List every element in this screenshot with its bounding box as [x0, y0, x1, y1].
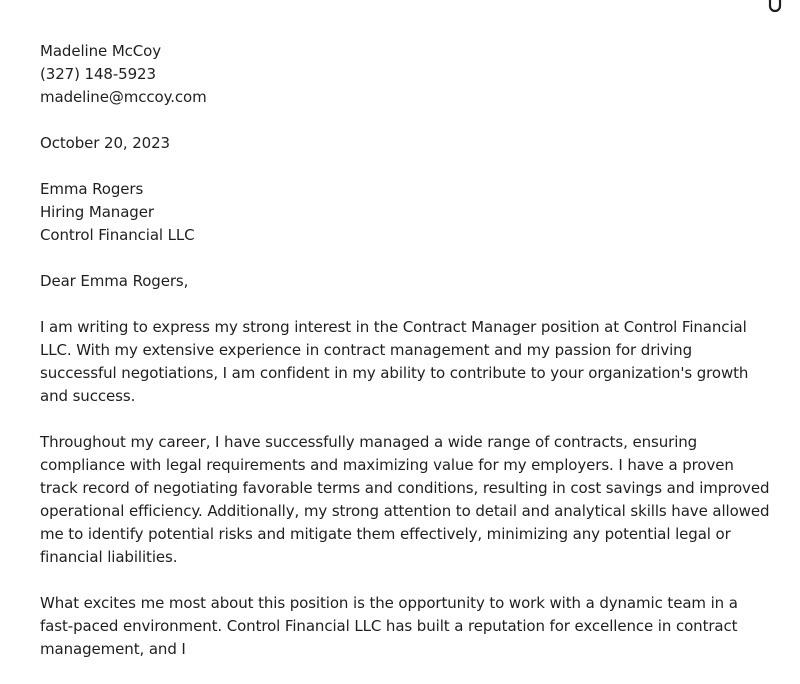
sender-block — [40, 40, 770, 109]
date-block — [40, 132, 770, 155]
recipient-name: Emma Rogers — [40, 180, 144, 198]
body-paragraph-1: I am writing to express my strong interest in the Contract Manager position at Control Financial LLC. With my extensive experience in contract management and my passion for driving successful negotiations, I am confident in my ability to contribute to your organization's growth and success. — [40, 318, 749, 405]
letter-date: October 20, 2023 — [40, 134, 170, 152]
body-paragraph-2: Throughout my career, I have successfully managed a wide range of contracts, ensuring compliance with legal requirements and maximizing value for my employers. I have a proven track record of negotiating favorable terms and conditions, resulting in cost savings and improved operational efficiency. Additionally, my strong attention to detail and analytical skills have allowed me to identify potential risks and mitigate them effectively, minimizing any potential legal or financial liabilities. — [40, 433, 770, 566]
attachment-clip-icon[interactable] — [768, 0, 782, 14]
recipient-block — [40, 178, 770, 247]
sender-name: Madeline McCoy — [40, 42, 162, 60]
sender-phone: (327) 148-5923 — [40, 65, 156, 83]
cover-letter — [40, 40, 770, 684]
recipient-company: Control Financial LLC — [40, 226, 195, 244]
sender-email: madeline@mccoy.com — [40, 88, 207, 106]
salutation: Dear Emma Rogers, — [40, 272, 189, 290]
salutation-block — [40, 270, 770, 293]
body-paragraph-3: What excites me most about this position is the opportunity to work with a dynamic team in a fast-paced environment. Control Financial LLC has built a reputation for excellence in contract management, and I — [40, 594, 738, 658]
recipient-title: Hiring Manager — [40, 203, 154, 221]
